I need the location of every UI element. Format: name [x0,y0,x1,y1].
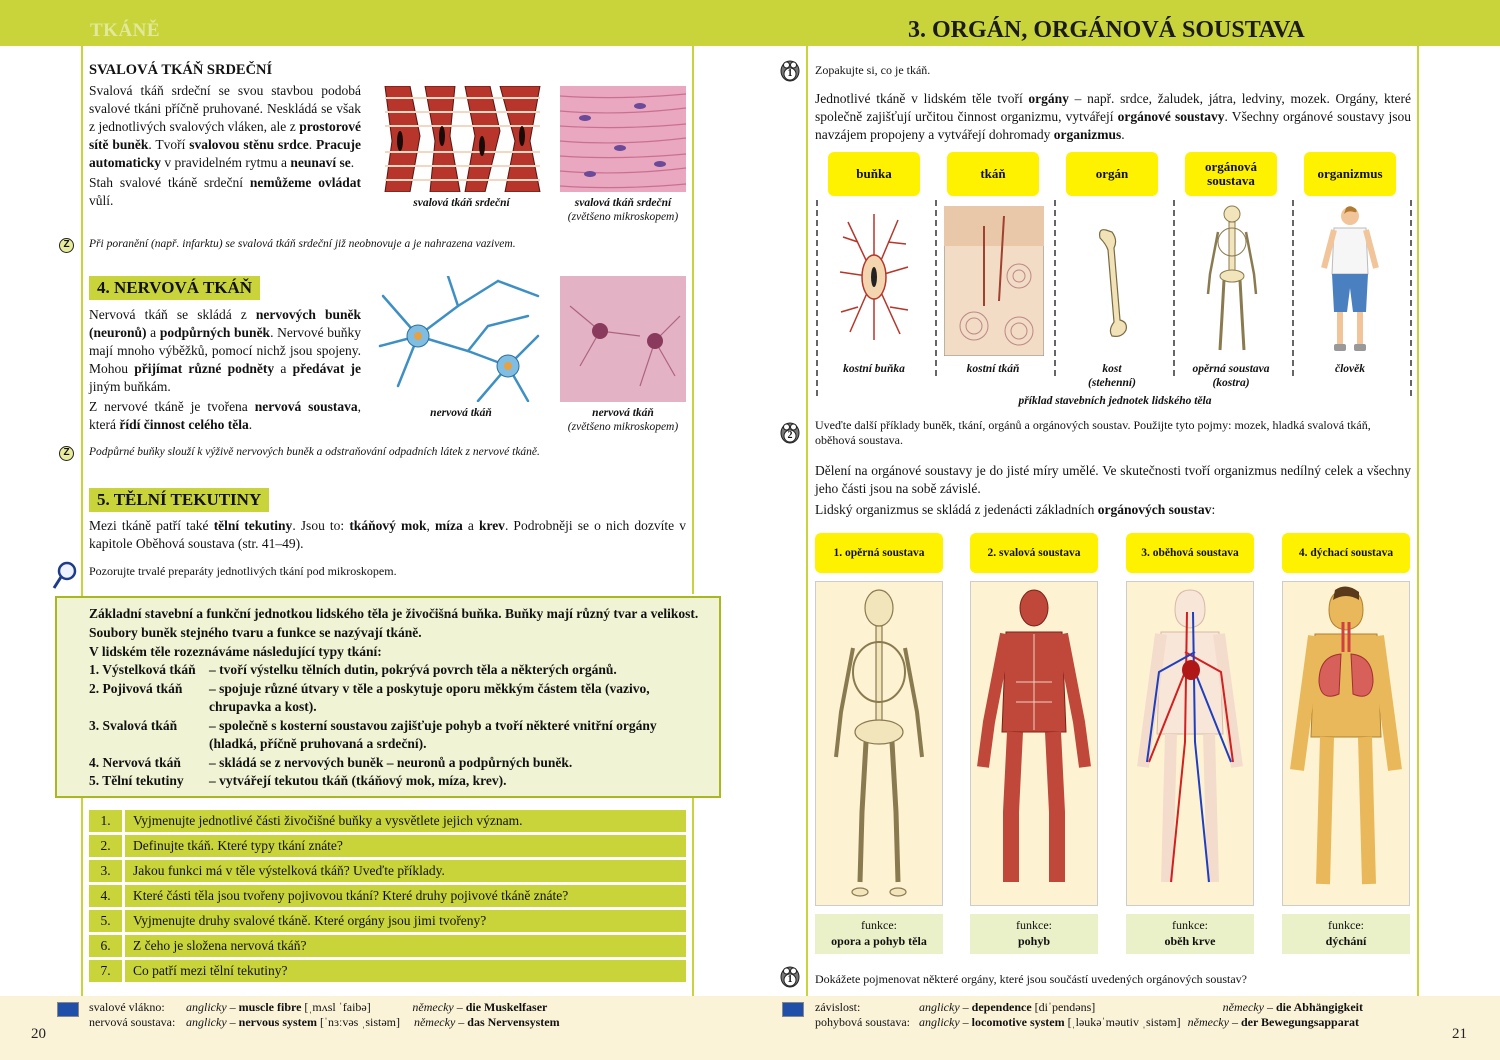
level-organ: orgán [1066,152,1158,196]
level-organ-system: orgánová soustava [1185,152,1277,196]
divider [1292,200,1294,376]
circulatory-panel [1126,581,1254,906]
function-muscular: funkce: pohyb [970,914,1098,954]
questions-list [89,810,686,982]
question-row: 3. Jakou funkci má v těle výstelková tkáň? Uveďte příklady. [89,860,686,882]
question-row: 1. Vyjmenujte jednotlivé části živočišné buňky a vysvětlete jejich význam. [89,810,686,832]
heart-title: SVALOVÁ TKÁŇ SRDEČNÍ [89,62,273,78]
summary-list [89,661,707,791]
function-respiratory: funkce: dýchání [1282,914,1410,954]
summary-item: 4. Nervová tkáň – skládá se z nervových buněk – neuronů a podpůrných buněk. [89,754,573,770]
function-skeletal: funkce: opora a pohyb těla [815,914,943,954]
summary-item: 2. Pojivová tkáň – spojuje různé útvary v těle a poskytuje oporu měkkým částem těla (vazivo, chrupavka a kost). [89,680,650,714]
fluids-title: 5. TĚLNÍ TEKUTINY [89,488,269,512]
respiratory-illustration [1283,582,1409,905]
divider [1410,200,1412,396]
heart-caption-2: svalová tkáň srdeční (zvětšeno mikroskopem) [567,197,679,223]
skeleton-small-illustration [1206,204,1258,354]
nerve-title: 4. NERVOVÁ TKÁŇ [89,276,260,300]
heart-micrograph [560,86,686,192]
left-gutter-line-lower [692,798,694,996]
glossary-row: svalové vlákno: anglicky – muscle fibre [ˌmʌsl ˈfaibə] německy – die Muskelfaser [89,1000,548,1014]
heart-note: Při poranění (např. infarktu) se svalová tkáň srdeční již neobnovuje a je nahrazena vazivem. [89,238,516,250]
muscles-panel [970,581,1098,906]
question-row: 7. Co patří mezi tělní tekutiny? [89,960,686,982]
fluids-paragraph: Mezi tkáně patří také tělní tekutiny. Jsou to: tkáňový mok, míza a krev. Podrobněji se o nich dozvíte v kapitole Oběhová soustava (str. 41–49). [89,518,686,551]
levels-caption: příklad stavebních jednotek lidského těla [1018,395,1212,407]
nerve-note: Podpůrné buňky slouží k výživě nervových buněk a odstraňování odpadních látek z nervové tkáně. [89,446,540,458]
divider [935,200,937,376]
note-circle-icon: Z [59,238,74,253]
divider [1173,200,1175,376]
nerve-micrograph [560,276,686,402]
respiratory-panel [1282,581,1410,906]
divider [816,200,818,396]
glossary-row: pohybová soustava: anglicky – locomotive system [ˌləukəˈməutiv ˌsistəm] německy – der Bewegungsapparat [815,1015,1360,1029]
bone-tissue-illustration [944,206,1044,356]
question-row: 6. Z čeho je složena nervová tkáň? [89,935,686,957]
question-row: 5. Vyjmenujte druhy svalové tkáně. Které orgány jsou jimi tvořeny? [89,910,686,932]
left-gutter-line [692,46,694,594]
nerve-caption-2: nervová tkáň (zvětšeno mikroskopem) [567,407,679,433]
level-caption-tissue: kostní tkáň [966,363,1020,375]
level-caption-cell: kostní buňka [843,363,905,375]
system-label-circulatory: 3. oběhová soustava [1126,533,1254,573]
level-caption-organ: kost (stehenní) [1088,363,1136,389]
summary-intro-2: V lidském těle rozeznáváme následující typy tkání: [89,644,382,659]
summary-box [55,596,721,798]
page-number-left: 20 [31,1026,46,1042]
system-label-muscular: 2. svalová soustava [970,533,1098,573]
organs-paragraph: Jednotlivé tkáně v lidském těle tvoří orgány – např. srdce, žaludek, játra, ledviny, mozek. Orgány, které společně zajišťují určitou činnost organizmu, vytvářejí orgánové soustavy. Všechny orgánové soustavy jsou navzájem propojeny a vytvářejí dohromady organizmus. [815,91,1411,142]
level-cell: buňka [828,152,920,196]
nerve-tissue-illustration [378,276,544,402]
owl-number-3: 1 [787,974,793,985]
glossary-row: nervová soustava: anglicky – nervous system [ˈnɜːvəs ˌsistəm] německy – das Nervensystem [89,1015,560,1029]
human-illustration [1320,204,1380,354]
summary-item: 1. Výstelková tkáň – tvoří výstelku tělních dutin, pokrývá povrch těla a některých orgánů. [89,662,617,677]
question-row: 2. Definujte tkáň. Které typy tkání znáte? [89,835,686,857]
page-number-right: 21 [1452,1026,1467,1042]
nerve-paragraph: Nervová tkáň se skládá z nervových buněk (neuronů) a podpůrných buněk. Nervové buňky mají mnoho výběžků, pomocí nichž jsou spojeny. Mohou přijímat různé podněty a předávat je jiným buňkám. Z nervové tkáně je tvořena nervová soustava, která řídí činnost celého těla. [89,307,362,432]
eu-flag-icon [57,1002,79,1017]
eu-flag-icon [782,1002,804,1017]
left-margin-line [81,46,83,996]
running-head-left: TKÁNĚ [90,20,161,41]
systems-intro: Lidský organizmus se skládá z jedenácti základních orgánových soustav: [815,502,1216,517]
heart-paragraph: Svalová tkáň srdeční se svou stavbou podobá svalové tkáni příčně pruhované. Neskládá se však z jednotlivých svalových vláken, ale z prostorové sítě buněk. Tvoří svalovou stěnu srdce. Pracuje automaticky v pravidelném rytmu a neunaví se. Stah svalové tkáně srdeční nemůžeme ovládat vůlí. [89,83,361,208]
owl-number: 1 [787,68,793,79]
system-label-skeletal: 1. opěrná soustava [815,533,943,573]
task-3: Dokážete pojmenovat některé orgány, které jsou součástí uvedených orgánových soustav? [815,972,1247,986]
observe-task: Pozorujte trvalé preparáty jednotlivých tkání pod mikroskopem. [89,564,397,578]
summary-intro: Základní stavební a funkční jednotkou lidského těla je živočišná buňka. Buňky mají různý tvar a velikost. Soubory buněk stejného tvaru a funkce se nazývají tkáně. [89,606,699,640]
recall-task: Zopakujte si, co je tkáň. [815,63,931,77]
level-tissue: tkáň [947,152,1039,196]
glossary-right [815,1000,1363,1030]
summary-item: 5. Tělní tekutiny – vytvářejí tekutou tkáň (tkáňový mok, míza, krev). [89,773,507,788]
level-organism: organizmus [1304,152,1396,196]
level-caption-organism: člověk [1334,363,1365,375]
right-margin-line [1417,46,1419,996]
bone-cell-illustration [838,212,910,342]
task-2: Uveďte další příklady buněk, tkání, orgánů a orgánových soustav. Použijte tyto pojmy: mozek, hladká svalová tkáň, oběhová soustava. [815,418,1371,447]
femur-illustration [1092,226,1132,338]
heart-tissue-illustration [380,86,543,192]
glossary-row: závislost: anglicky – dependence [diˈpendəns] německy – die Abhängigkeit [815,1000,1363,1014]
question-row: 4. Které části těla jsou tvořeny pojivovou tkání? Které druhy pojivové tkáně znáte? [89,885,686,907]
divider [1054,200,1056,376]
glossary-left [89,1000,560,1030]
nerve-caption-1: nervová tkáň [430,407,492,419]
summary-item: 3. Svalová tkáň – společně s kosterní soustavou zajišťuje pohyb a tvoří některé vnitřní orgány (hladká, příčně pruhovaná a srdeční). [89,717,657,751]
muscles-illustration [971,582,1097,905]
level-caption-system: opěrná soustava (kostra) [1192,363,1270,389]
owl-number-2: 2 [787,430,793,441]
circulatory-illustration [1127,582,1253,905]
magnifier-icon [52,560,78,590]
skeleton-panel [815,581,943,906]
skeleton-illustration [816,582,942,905]
division-paragraph: Dělení na orgánové soustavy je do jisté míry umělé. Ve skutečnosti tvoří organizmus nedílný celek a všechny jeho části jsou na sobě závislé. [815,463,1411,496]
function-circulatory: funkce: oběh krve [1126,914,1254,954]
heart-caption-1: svalová tkáň srdeční [413,197,510,209]
right-gutter-line [806,46,808,996]
note-circle-icon-2: Z [59,446,74,461]
system-label-respiratory: 4. dýchací soustava [1282,533,1410,573]
running-head-right: 3. ORGÁN, ORGÁNOVÁ SOUSTAVA [908,17,1305,43]
